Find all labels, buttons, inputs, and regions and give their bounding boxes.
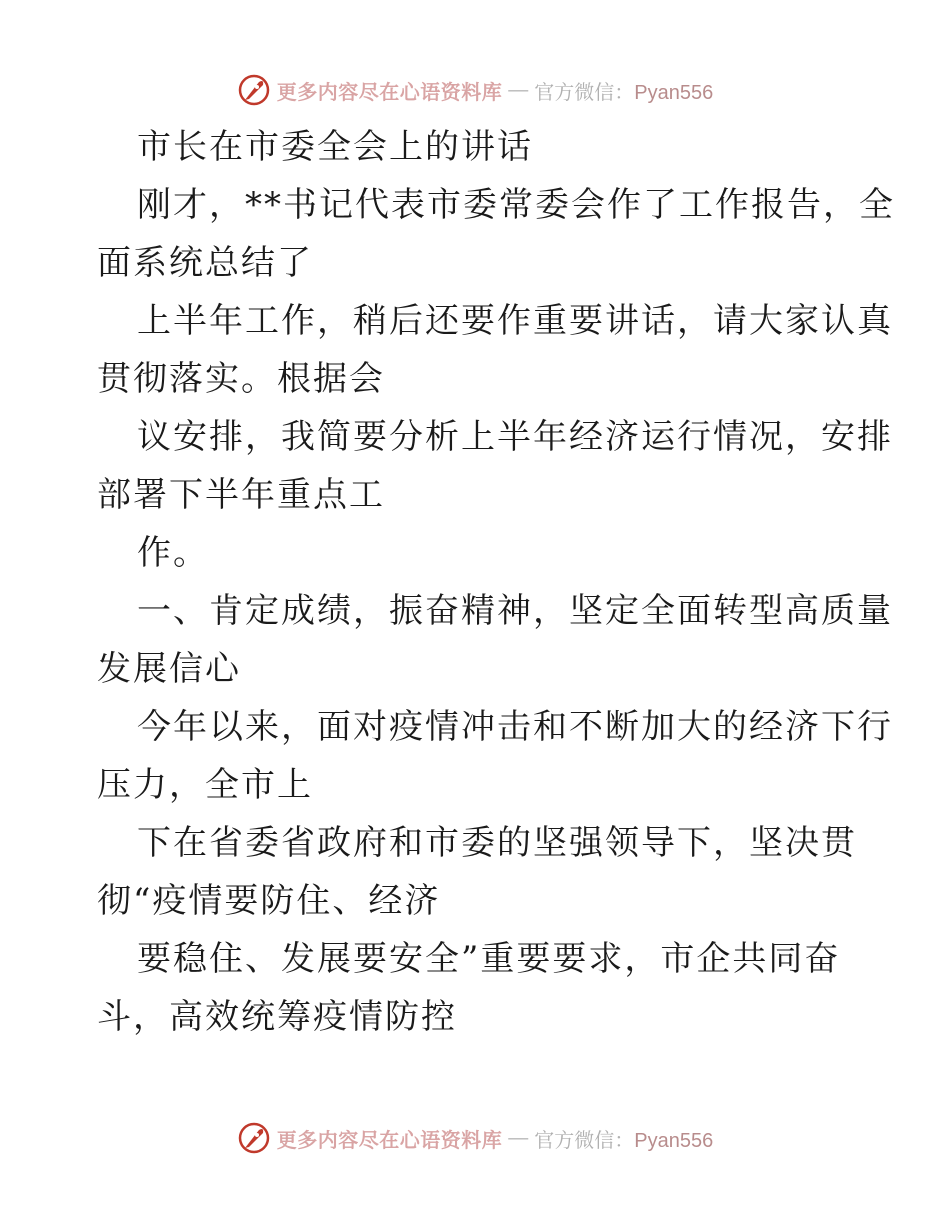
document-line: 下在省委省政府和市委的坚强领导下，坚决贯 <box>137 823 857 863</box>
banner-separator: — <box>508 1126 529 1149</box>
document-line: 刚才，**书记代表市委常委会作了工作报告，全 <box>137 185 895 225</box>
banner-main-text: 更多内容尽在心语资料库 <box>276 81 503 104</box>
document-line: 作。 <box>137 533 209 573</box>
banner-contact-label: 官方微信： <box>534 1129 635 1152</box>
feather-pen-circle-icon <box>237 73 271 107</box>
footer-watermark-banner <box>0 1118 950 1158</box>
document-title: 市长在市委全会上的讲话 <box>137 127 533 167</box>
document-line: 彻“疫情要防住、经济 <box>97 881 441 921</box>
document-line: 压力，全市上 <box>97 765 313 805</box>
section-heading-continued: 发展信心 <box>97 649 241 689</box>
document-line: 贯彻落实。根据会 <box>97 359 385 399</box>
section-heading: 一、肯定成绩，振奋精神，坚定全面转型高质量 <box>137 591 893 631</box>
document-line: 议安排，我简要分析上半年经济运行情况，安排 <box>137 417 893 457</box>
document-line: 部署下半年重点工 <box>97 475 385 515</box>
feather-pen-circle-icon <box>237 1121 271 1155</box>
document-line: 要稳住、发展要安全”重要要求，市企共同奋 <box>137 939 841 979</box>
document-line: 面系统总结了 <box>97 243 313 283</box>
document-line: 今年以来，面对疫情冲击和不断加大的经济下行 <box>137 707 893 747</box>
document-line: 上半年工作，稍后还要作重要讲话，请大家认真 <box>137 301 893 341</box>
banner-contact <box>534 76 713 105</box>
banner-main-text: 更多内容尽在心语资料库 <box>276 1129 503 1152</box>
banner-contact-label: 官方微信： <box>534 81 635 104</box>
header-watermark-banner <box>0 70 950 110</box>
banner-contact-id: Pyan556 <box>634 1129 714 1152</box>
document-line: 斗，高效统筹疫情防控 <box>97 997 457 1037</box>
banner-contact-id: Pyan556 <box>634 81 714 104</box>
banner-separator: — <box>508 78 529 101</box>
banner-contact <box>534 1124 713 1153</box>
